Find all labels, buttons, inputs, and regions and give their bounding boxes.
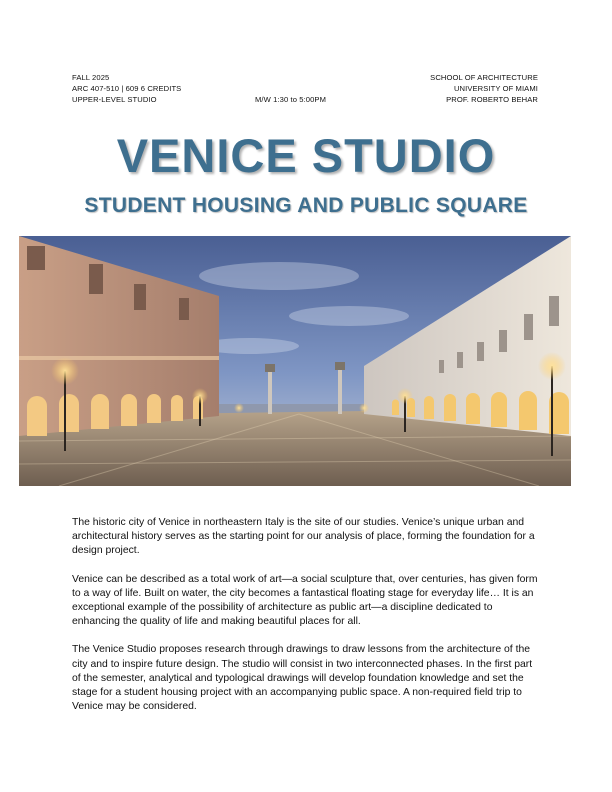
paragraph-phases: The Venice Studio proposes research through drawings to draw lessons from the architecture of the city and to inspire future design. The studio will consist in two interconnected phases. In the first part of the semester, analytical and typological drawings will develop foundation knowledge and set the stage for a student housing project with an accompanying public space. A non-required field trip to Venice may be considered. (72, 644, 533, 713)
page-subtitle: STUDENT HOUSING AND PUBLIC SQUARE (84, 194, 528, 217)
studio-level-label: UPPER-LEVEL STUDIO (72, 95, 157, 104)
semester-label: FALL 2025 (72, 73, 110, 82)
university-label: UNIVERSITY OF MIAMI (453, 84, 538, 93)
schedule-label: M/W 1:30 to 5:00PM (255, 95, 327, 104)
piazza-san-marco-photo (19, 236, 571, 486)
page-title: VENICE STUDIO (116, 129, 496, 182)
school-label: SCHOOL OF ARCHITECTURE (430, 73, 538, 82)
piazza-photo-illustration (19, 236, 571, 486)
paragraph-intro: The historic city of Venice in northeastern Italy is the site of our studies. Venice’s unique urban and architectural history serves as the starting point for our analysis of place, forming the foundation for a design project. (72, 517, 535, 557)
course-header (72, 72, 538, 105)
paragraph-art: Venice can be described as a total work of art—a social sculpture that, over centuries, has given form to a way of life. Built on water, the city becomes a fantastical floating stage for everyday life… It is an exceptional example of the possibility of architecture as public art—a discipline dedicated to enhancing the quality of life and making beautiful places for all. (72, 573, 538, 628)
course-code-label: ARC 407-510 | 609 6 CREDITS (72, 84, 182, 93)
palace-loggia-band (19, 356, 219, 360)
professor-label: PROF. ROBERTO BEHAR (446, 95, 538, 104)
studio-description (72, 516, 540, 728)
